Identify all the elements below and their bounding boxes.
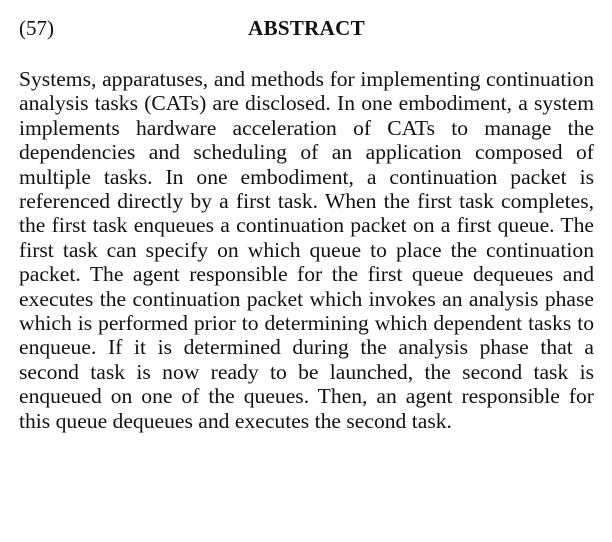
abstract-text: Systems, apparatuses, and methods for implementing continuation analysis tasks (CATs) are disclosed. In one embodiment, a system implements hardware acceleration of CATs to manage the dependencies and scheduling of an application composed of multiple tasks. In one embodiment, a continuation packet is referenced directly by a first task. When the first task completes, the first task enqueues a continuation packet on a first queue. The first task can specify on which queue to place the continuation packet. The agent responsible for the first queue dequeues and executes the continuation packet which invokes an analysis phase which is performed prior to determining which dependent tasks to enqueue. If it is determined during the analysis phase that a second task is now ready to be launched, the second task is enqueued on one of the queues. Then, an agent responsible for this queue dequeues and executes the second task. xyxy=(19,67,594,433)
section-code: (57) xyxy=(19,16,54,40)
abstract-header xyxy=(19,14,594,42)
abstract-title: ABSTRACT xyxy=(248,16,365,40)
